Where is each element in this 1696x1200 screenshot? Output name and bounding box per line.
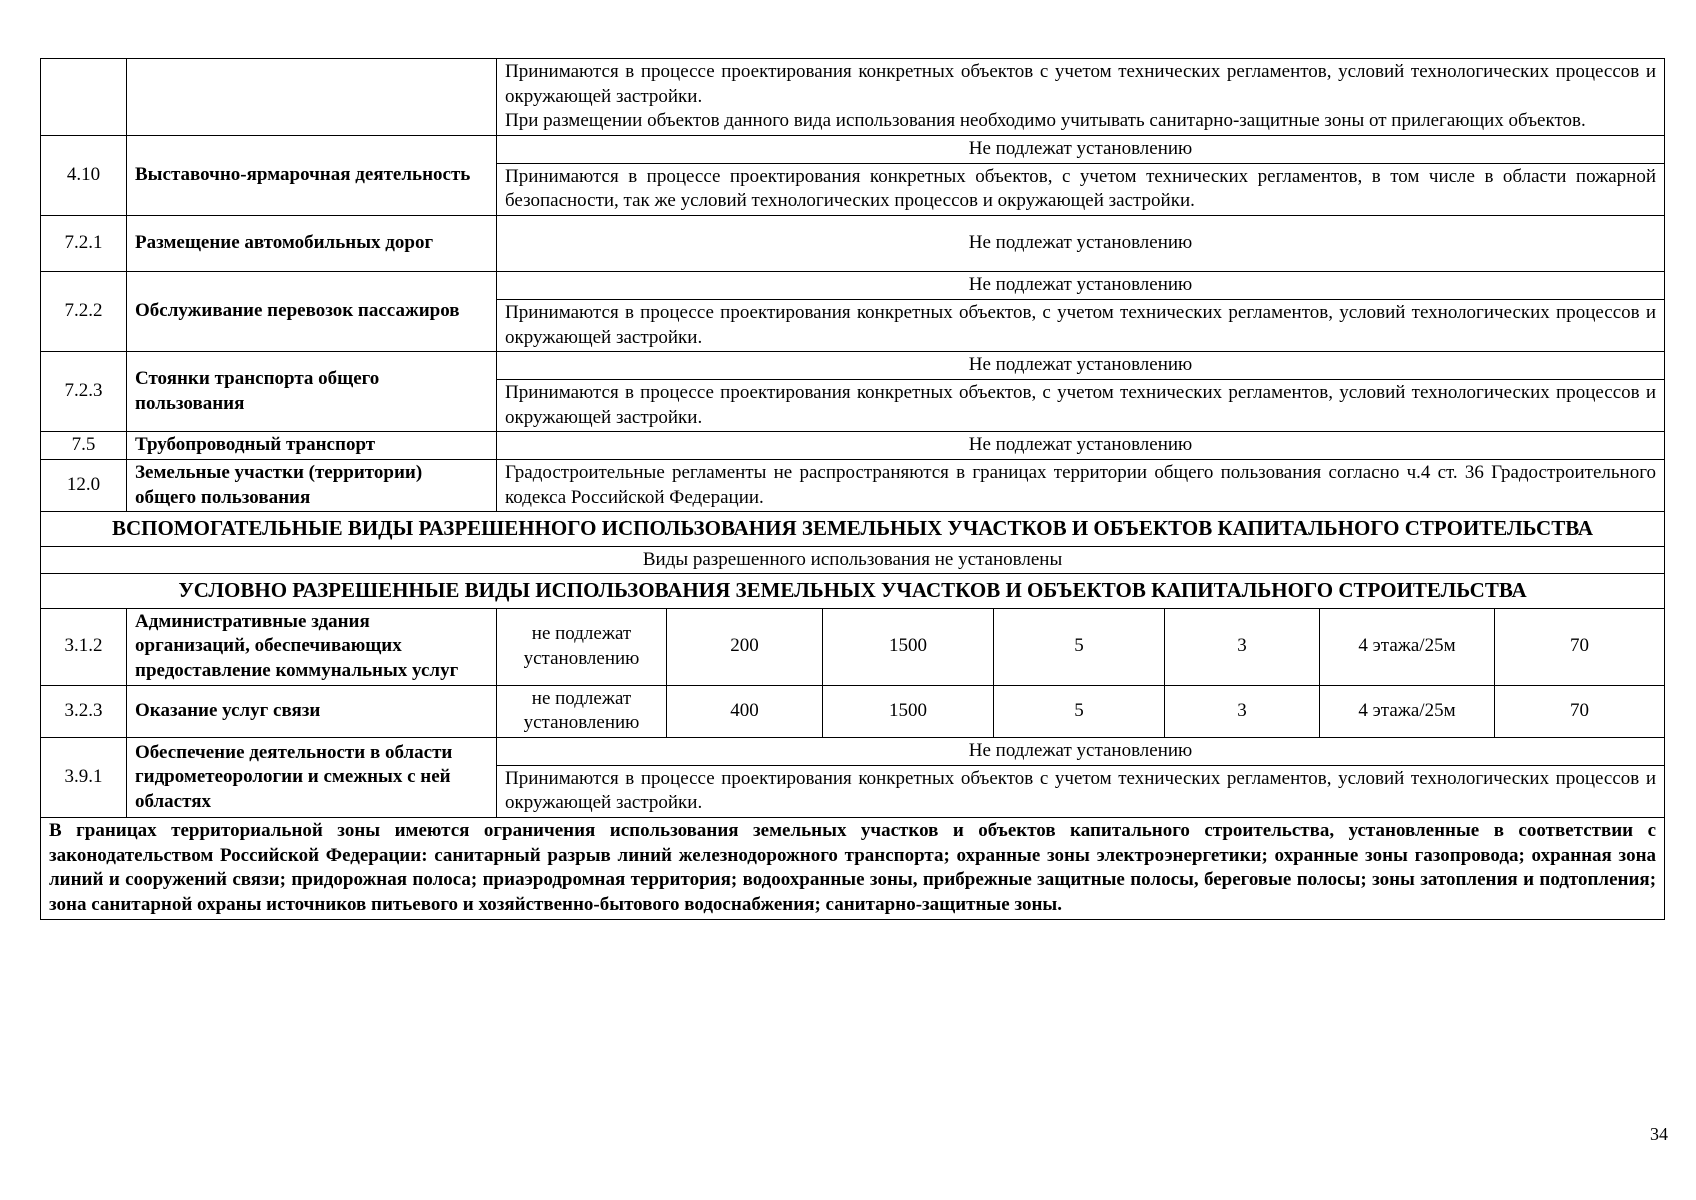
table-row: [41, 546, 1665, 574]
params-cell: Не подлежат установлению: [497, 738, 1665, 766]
table-row: [41, 59, 1665, 136]
param-cell: 200: [667, 608, 823, 685]
params-cell: Принимаются в процессе проектирования конкретных объектов, с учетом технических регламентов, в том числе в области пожарной безопасности, так же условий технологических процессов и окружающей застройки.: [497, 163, 1665, 215]
code-cell: 3.9.1: [41, 738, 127, 818]
table-row: [41, 608, 1665, 685]
table-row: [41, 685, 1665, 737]
zoning-regulations-table: [40, 58, 1665, 920]
name-cell: Размещение автомобильных дорог: [127, 216, 497, 272]
params-cell: Принимаются в процессе проектирования конкретных объектов с учетом технических регламентов, условий технологических процессов и окружающей застройки.: [497, 765, 1665, 817]
params-text: При размещении объектов данного вида использования необходимо учитывать санитарно-защитные зоны от прилегающих объектов.: [505, 110, 1586, 132]
table-row: [41, 272, 1665, 300]
code-cell: [41, 59, 127, 136]
table-row: [41, 352, 1665, 380]
restrictions-note: В границах территориальной зоны имеются ограничения использования земельных участков и объектов капитального строительства, установленные в соответствии с законодательством Российской Федерации: санитарный разрыв линий железнодорожного транспорта; охранные зоны электроэнергетики; охранные зоны газопровода; охранная зона линий и сооружений связи; придорожная полоса; приаэродромная территория; водоохранные зоны, прибрежные защитные полосы, береговые полосы; зоны затопления и подтопления; зона санитарной охраны источников питьевого и хозяйственно-бытового водоснабжения; санитарно-защитные зоны.: [41, 818, 1665, 920]
params-cell: Не подлежат установлению: [497, 136, 1665, 164]
table-row: [41, 818, 1665, 920]
param-cell: 400: [667, 685, 823, 737]
name-cell: [127, 59, 497, 136]
param-cell: 70: [1495, 608, 1665, 685]
param-cell: 3: [1165, 685, 1320, 737]
code-cell: 4.10: [41, 136, 127, 216]
param-cell: 70: [1495, 685, 1665, 737]
section-header-row: [41, 574, 1665, 608]
name-cell: Обеспечение деятельности в области гидрометеорологии и смежных с ней областях: [127, 738, 497, 818]
section-title-conditional: УСЛОВНО РАЗРЕШЕННЫЕ ВИДЫ ИСПОЛЬЗОВАНИЯ ЗЕМЕЛЬНЫХ УЧАСТКОВ И ОБЪЕКТОВ КАПИТАЛЬНОГО СТРОИТЕЛЬСТВА: [41, 574, 1665, 608]
param-cell: 1500: [823, 608, 994, 685]
code-cell: 3.2.3: [41, 685, 127, 737]
params-cell: Не подлежат установлению: [497, 272, 1665, 300]
param-cell: 5: [994, 685, 1165, 737]
name-cell: Стоянки транспорта общего пользования: [127, 352, 497, 432]
name-cell: Выставочно-ярмарочная деятельность: [127, 136, 497, 216]
name-cell: Оказание услуг связи: [127, 685, 497, 737]
name-cell: Земельные участки (территории) общего пользования: [127, 459, 497, 511]
param-cell: не подлежат установлению: [497, 608, 667, 685]
table-row: [41, 459, 1665, 511]
name-cell: Обслуживание перевозок пассажиров: [127, 272, 497, 352]
table-row: [41, 432, 1665, 460]
param-cell: не подлежат установлению: [497, 685, 667, 737]
param-cell: 5: [994, 608, 1165, 685]
section-title-auxiliary: ВСПОМОГАТЕЛЬНЫЕ ВИДЫ РАЗРЕШЕННОГО ИСПОЛЬЗОВАНИЯ ЗЕМЕЛЬНЫХ УЧАСТКОВ И ОБЪЕКТОВ КАПИТАЛЬНОГО СТРОИТЕЛЬСТВА: [41, 512, 1665, 546]
section-header-row: [41, 512, 1665, 546]
code-cell: 3.1.2: [41, 608, 127, 685]
params-cell: Градостроительные регламенты не распространяются в границах территории общего пользования согласно ч.4 ст. 36 Градостроительного кодекса Российской Федерации.: [497, 459, 1665, 511]
table-row: [41, 216, 1665, 272]
code-cell: 7.2.1: [41, 216, 127, 272]
param-cell: 4 этажа/25м: [1320, 608, 1495, 685]
params-cell: Не подлежат установлению: [497, 432, 1665, 460]
section-note: Виды разрешенного использования не установлены: [41, 546, 1665, 574]
code-cell: 12.0: [41, 459, 127, 511]
params-cell: Не подлежат установлению: [497, 352, 1665, 380]
table-row: [41, 738, 1665, 766]
name-cell: Трубопроводный транспорт: [127, 432, 497, 460]
params-cell: [497, 59, 1665, 136]
code-cell: 7.5: [41, 432, 127, 460]
param-cell: 3: [1165, 608, 1320, 685]
page-number: 34: [1650, 1124, 1668, 1144]
params-cell: Не подлежат установлению: [497, 216, 1665, 272]
code-cell: 7.2.3: [41, 352, 127, 432]
table-row: [41, 136, 1665, 164]
params-text: Принимаются в процессе проектирования конкретных объектов с учетом технических регламентов, условий технологических процессов и окружающей застройки.: [505, 61, 1657, 107]
param-cell: 4 этажа/25м: [1320, 685, 1495, 737]
code-cell: 7.2.2: [41, 272, 127, 352]
param-cell: 1500: [823, 685, 994, 737]
params-cell: Принимаются в процессе проектирования конкретных объектов, с учетом технических регламентов, условий технологических процессов и окружающей застройки.: [497, 299, 1665, 351]
name-cell: Административные здания организаций, обеспечивающих предоставление коммунальных услуг: [127, 608, 497, 685]
params-cell: Принимаются в процессе проектирования конкретных объектов, с учетом технических регламентов, условий технологических процессов и окружающей застройки.: [497, 379, 1665, 431]
